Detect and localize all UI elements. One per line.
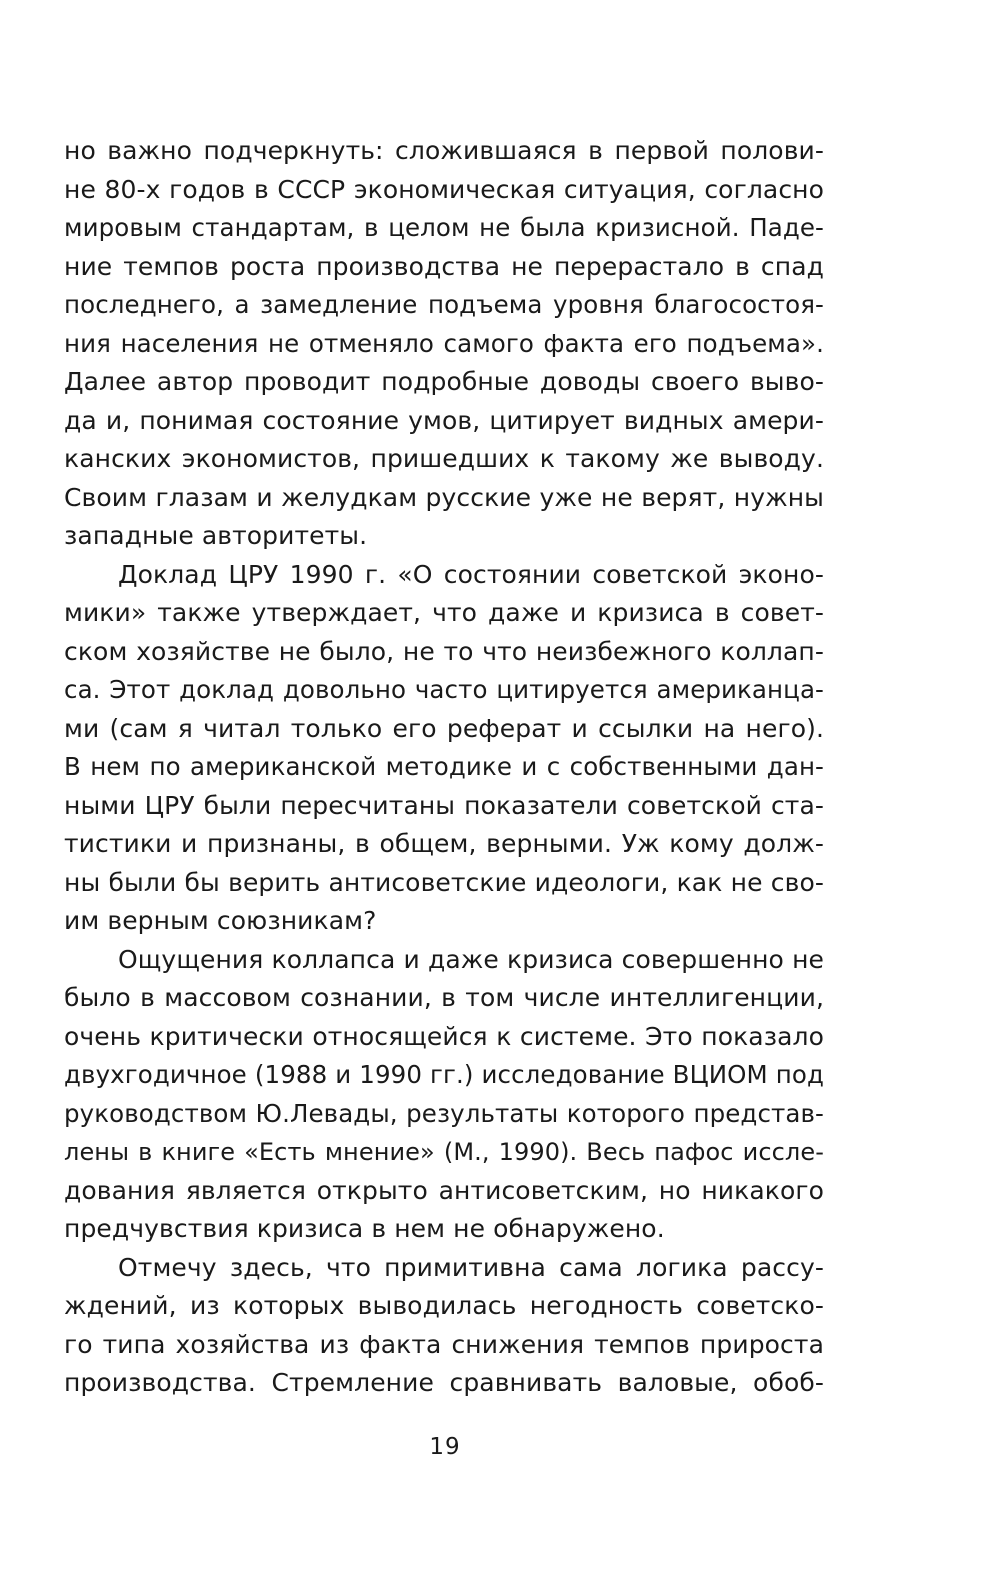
page-text [64,132,824,1403]
text-line: но важно подчеркнуть: сложившаяся в первой полови- [64,136,824,165]
text-line: да и, понимая состояние умов, цитирует видных амери- [64,405,824,435]
text-line: ми (сам я читал только его реферат и ссылки на него). [64,713,824,743]
text-line: Доклад ЦРУ 1990 г. «О состоянии советской эконо- [118,559,824,589]
text-line: тистики и признаны, в общем, верными. Уж кому долж- [64,829,824,858]
text-line: Своим глазам и желудкам русские уже не верят, нужны [64,482,824,512]
text-line: ние темпов роста производства не перерастало в спад [64,251,824,281]
text-line: мики» также утверждает, что даже и кризиса в совет- [64,598,824,627]
text-line: ны были бы верить антисоветские идеологи, как не сво- [64,867,824,897]
text-line: лены в книге «Есть мнение» (М., 1990). Весь пафос иссле- [64,1138,824,1166]
text-line: дования является открыто антисоветским, но никакого [64,1175,824,1205]
text-line: ском хозяйстве не было, не то что неизбежного коллап- [64,636,824,666]
text-line: ными ЦРУ были пересчитаны показатели советской ста- [64,790,824,820]
text-line: было в массовом сознании, в том числе интеллигенции, [64,983,824,1012]
text-line: мировым стандартам, в целом не была кризисной. Паде- [64,213,824,242]
text-line: двухгодичное (1988 и 1990 гг.) исследование ВЦИОМ под [64,1060,824,1089]
text-line: Ощущения коллапса и даже кризиса совершенно не [118,944,824,974]
text-line: им верным союзникам? [64,906,377,935]
text-line: Отмечу здесь, что примитивна сама логика рассу- [118,1252,824,1282]
text-line: канских экономистов, пришедших к такому же выводу. [64,444,824,473]
text-line: го типа хозяйства из факта снижения темпов прироста [64,1329,824,1359]
text-line: Далее автор проводит подробные доводы своего выво- [64,367,824,396]
text-line: очень критически относящейся к системе. Это показало [64,1021,824,1051]
text-line: ждений, из которых выводилась негодность советско- [64,1291,824,1320]
text-line: предчувствия кризиса в нем не обнаружено. [64,1214,665,1243]
text-line: последнего, а замедление подъема уровня благосостоя- [64,290,824,319]
text-line: ния населения не отменяло самого факта его подъема». [64,328,824,358]
text-line: са. Этот доклад довольно часто цитируется американца- [64,675,824,704]
page-number: 19 [429,1434,461,1460]
text-line: западные авторитеты. [64,521,368,550]
text-line: производства. Стремление сравнивать валовые, обоб- [64,1368,824,1397]
text-line: руководством Ю.Левады, результаты которого представ- [64,1098,824,1128]
text-line: не 80-х годов в СССР экономическая ситуация, согласно [64,174,824,204]
text-line: В нем по американской методике и с собственными дан- [64,752,824,781]
